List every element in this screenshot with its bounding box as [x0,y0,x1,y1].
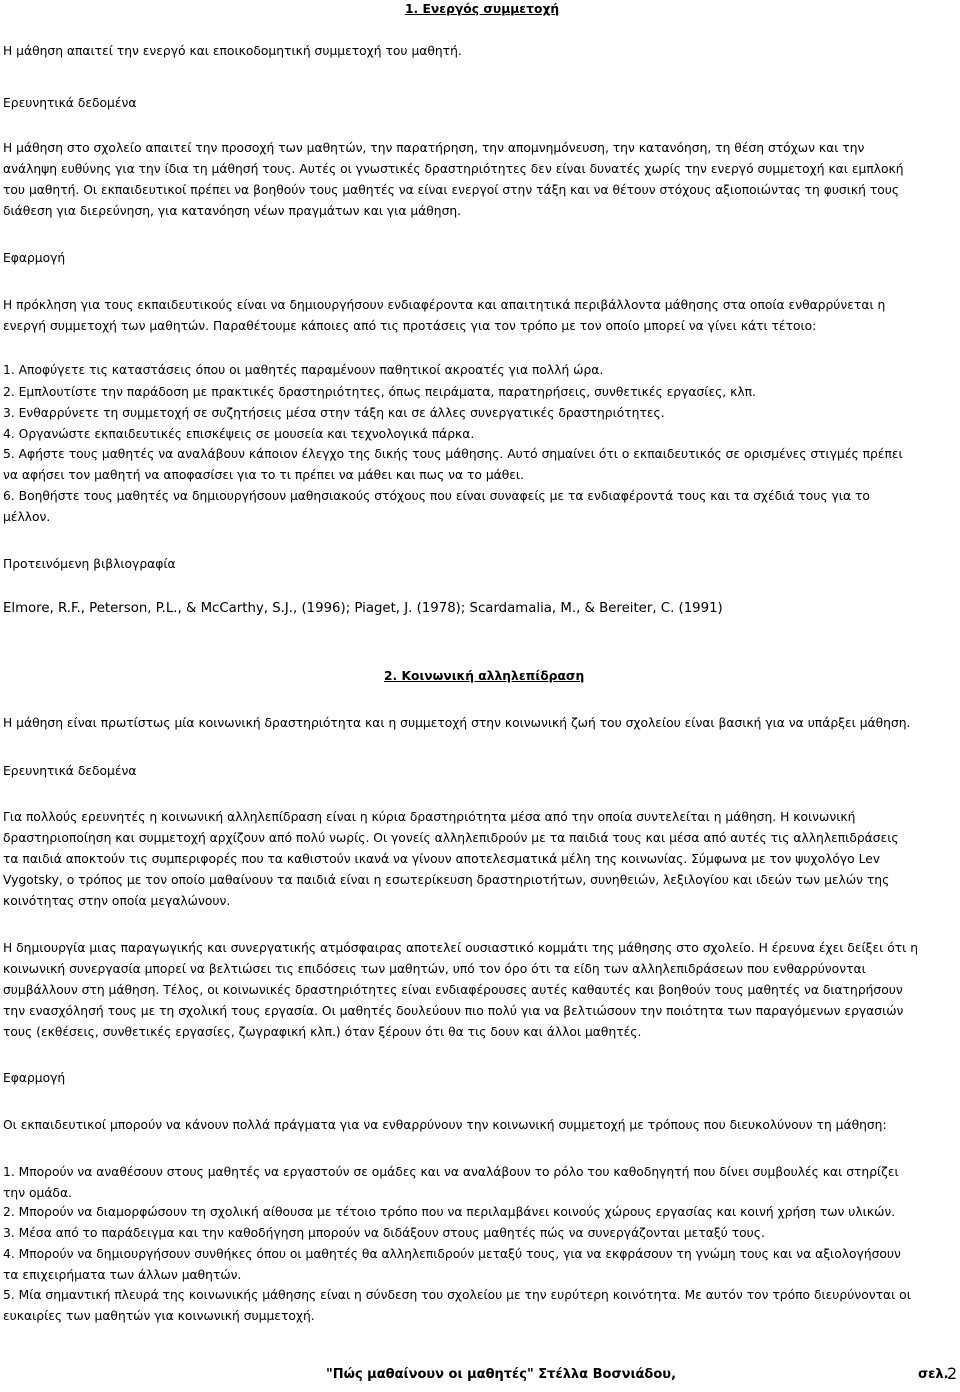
footer-page-number: 2 [947,1364,958,1383]
paragraph-line: Οι εκπαιδευτικοί μπορούν να κάνουν πολλά πράγματα για να ενθαρρύνουν την κοινωνική συμμετοχή με τρόπους που διευκολύνουν τη μάθηση: [3,1118,887,1132]
section-1-intro: Η μάθηση απαιτεί την ενεργό και εποικοδομητική συμμετοχή του μαθητή. [3,44,462,58]
paragraph-line: διάθεση για διερεύνηση, για κατανόηση νέων πραγμάτων και για μάθηση. [3,204,462,218]
list-item: να αφήσει τον μαθητή να αποφασίσει για το τι πρέπει να μάθει και πως να το μάθει. [3,468,524,482]
section-2-research-label: Ερευνητικά δεδομένα [3,764,137,778]
section-2-intro: Η μάθηση είναι πρωτίστως μία κοινωνική δραστηριότητα και η συμμετοχή στην κοινωνική ζωή του σχολείου είναι βασική για να υπάρξει μάθηση. [3,716,911,730]
paragraph-line: Vygotsky, ο τρόπος με τον οποίο μαθαίνουν τα παιδιά είναι η εσωτερίκευση δραστηριοτήτων, συνηθειών, λεξιλογίου και ιδεών των μελών της [3,873,890,887]
list-item: 2. Εμπλουτίστε την παράδοση με πρακτικές δραστηριότητες, όπως πειράματα, παρατηρήσεις, συνθετικές εργασίες, κλπ. [3,385,756,399]
paragraph-line: συμβάλλουν στη μάθηση. Τέλος, οι κοινωνικές δραστηριότητες είναι ενδιαφέρουσες αυτές καθαυτές και βοηθούν τους μαθητές να διατηρήσουν [3,983,903,997]
list-item: 1. Μπορούν να αναθέσουν στους μαθητές να εργαστούν σε ομάδες και να αναλάβουν το ρόλο του καθοδηγητή που δίνει συμβουλές και στηρίζει [3,1165,899,1179]
list-item: 2. Μπορούν να διαμορφώσουν τη σχολική αίθουσα με τέτοιο τρόπο που να περιλαμβάνει κοινούς χώρους εργασίας και κοινή χρήση των υλικών. [3,1205,896,1219]
list-item: 3. Μέσα από το παράδειγμα και την καθοδήγηση μπορούν να διδάξουν στους μαθητές πώς να συνεργάζονται μεταξύ τους. [3,1226,765,1240]
paragraph-line: την ενασχόλησή τους με τη σχολική τους εργασία. Οι μαθητές δουλεύουν πιο πολύ για να βελτιώσουν την ποιότητα των παραγόμενων εργασιών [3,1004,904,1018]
bibliography-text: Elmore, R.F., Peterson, P.L., & McCarthy, S.J., (1996); Piaget, J. (1978); Scardamalia, M., & Bereiter, C. (1991) [3,601,723,616]
paragraph-line: κοινότητας στην οποία μεγαλώνουν. [3,894,231,908]
paragraph-line: Η μάθηση στο σχολείο απαιτεί την προσοχή των μαθητών, την παρατήρηση, την απομνημόνευση, την κατανόηση, τη θέση στόχων και την [3,141,865,155]
paragraph-line: τους (εκθέσεις, συνθετικές εργασίες, ζωγραφική κλπ.) όταν ξέρουν ότι θα τις δουν και άλλοι μαθητές. [3,1025,642,1039]
footer-page-label: σελ. [918,1367,949,1382]
section-1-research-label: Ερευνητικά δεδομένα [3,96,137,110]
list-item: 5. Μία σημαντική πλευρά της κοινωνικής μάθησης είναι η σύνδεση του σχολείου με την ευρύτερη κοινότητα. Με αυτόν τον τρόπο διευρύνονται οι [3,1288,911,1302]
list-item: τα επιχειρήματα των άλλων μαθητών. [3,1268,242,1282]
list-item: 4. Οργανώστε εκπαιδευτικές επισκέψεις σε μουσεία και τεχνολογικά πάρκα. [3,427,475,441]
paragraph-line: τα παιδιά αποκτούν τις συμπεριφορές που τα καθιστούν ικανά να γίνουν αποτελεσματικά μέλη της κοινωνίας. Σύμφωνα με τον ψυχολόγο Lev [3,852,881,866]
footer-title: "Πώς μαθαίνουν οι μαθητές" Στέλλα Βοσνιάδου, [326,1367,677,1382]
section-1-heading: 1. Ενεργός συμμετοχή [405,2,560,16]
list-item: 1. Αποφύγετε τις καταστάσεις όπου οι μαθητές παραμένουν παθητικοί ακροατές για πολλή ώρα. [3,363,604,377]
paragraph-line: δραστηριοποίηση και συμμετοχή αρχίζουν από πολύ νωρίς. Οι γονείς αλληλεπιδρούν με τα παιδιά τους και μέσα από αυτές τις αλληλεπιδράσεις [3,831,899,845]
list-item: 4. Μπορούν να δημιουργήσουν συνθήκες όπου οι μαθητές θα αλληλεπιδρούν μεταξύ τους, για να εκφράσουν τη γνώμη τους και να αξιολογήσουν [3,1247,901,1261]
paragraph-line: του μαθητή. Οι εκπαιδευτικοί πρέπει να βοηθούν τους μαθητές να είναι ενεργοί στην τάξη και να θέτουν στόχους αξιοποιώντας τη φυσική τους [3,183,900,197]
section-1-bibliography-label: Προτεινόμενη βιβλιογραφία [3,557,176,571]
paragraph-line: Η δημιουργία μιας παραγωγικής και συνεργατικής ατμόσφαιρας αποτελεί ουσιαστικό κομμάτι της μάθησης στο σχολείο. Η έρευνα έχει δείξει ότι η [3,941,918,955]
paragraph-line: Για πολλούς ερευνητές η κοινωνική αλληλεπίδραση είναι η κύρια δραστηριότητα μέσα από την οποία συντελείται η μάθηση. Η κοινωνική [3,810,856,824]
list-item: 5. Αφήστε τους μαθητές να αναλάβουν κάποιον έλεγχο της δικής τους μάθησης. Αυτό σημαίνει ότι ο εκπαιδευτικός σε ορισμένες στιγμές πρέπει [3,447,903,461]
list-item: 3. Ενθαρρύνετε τη συμμετοχή σε συζητήσεις μέσα στην τάξη και σε άλλες συνεργατικές δραστηριότητες. [3,406,665,420]
list-item: ευκαιρίες των μαθητών για κοινωνική συμμετοχή. [3,1309,315,1323]
paragraph-line: Η πρόκληση για τους εκπαιδευτικούς είναι να δημιουργήσουν ενδιαφέροντα και απαιτητικά περιβάλλοντα μάθησης στα οποία ενθαρρύνεται η [3,298,886,312]
section-2-application-label: Εφαρμογή [3,1071,66,1085]
paragraph-line: ενεργή συμμετοχή των μαθητών. Παραθέτουμε κάποιες από τις προτάσεις για τον τρόπο με τον οποίο μπορεί να γίνει κάτι τέτοιο: [3,319,817,333]
paragraph-line: ανάληψη ευθύνης για την ίδια τη μάθησή τους. Αυτές οι γνωστικές δραστηριότητες δεν είναι δυνατές χωρίς την ενεργό συμμετοχή και εμπλοκή [3,162,904,176]
list-item: την ομάδα. [3,1186,72,1200]
paragraph-line: κοινωνική συνεργασία μπορεί να βελτιώσει τις επιδόσεις των μαθητών, υπό τον όρο ότι τα είδη των αλληλεπιδράσεων που ενθαρρύνονται [3,962,866,976]
list-item: 6. Βοηθήστε τους μαθητές να δημιουργήσουν μαθησιακούς στόχους που είναι συναφείς με τα ενδιαφέροντά τους και τα σχέδιά τους για το [3,489,870,503]
list-item: μέλλον. [3,510,51,524]
section-2-heading: 2. Κοινωνική αλληλεπίδραση [384,669,585,683]
section-1-application-label: Εφαρμογή [3,251,66,265]
